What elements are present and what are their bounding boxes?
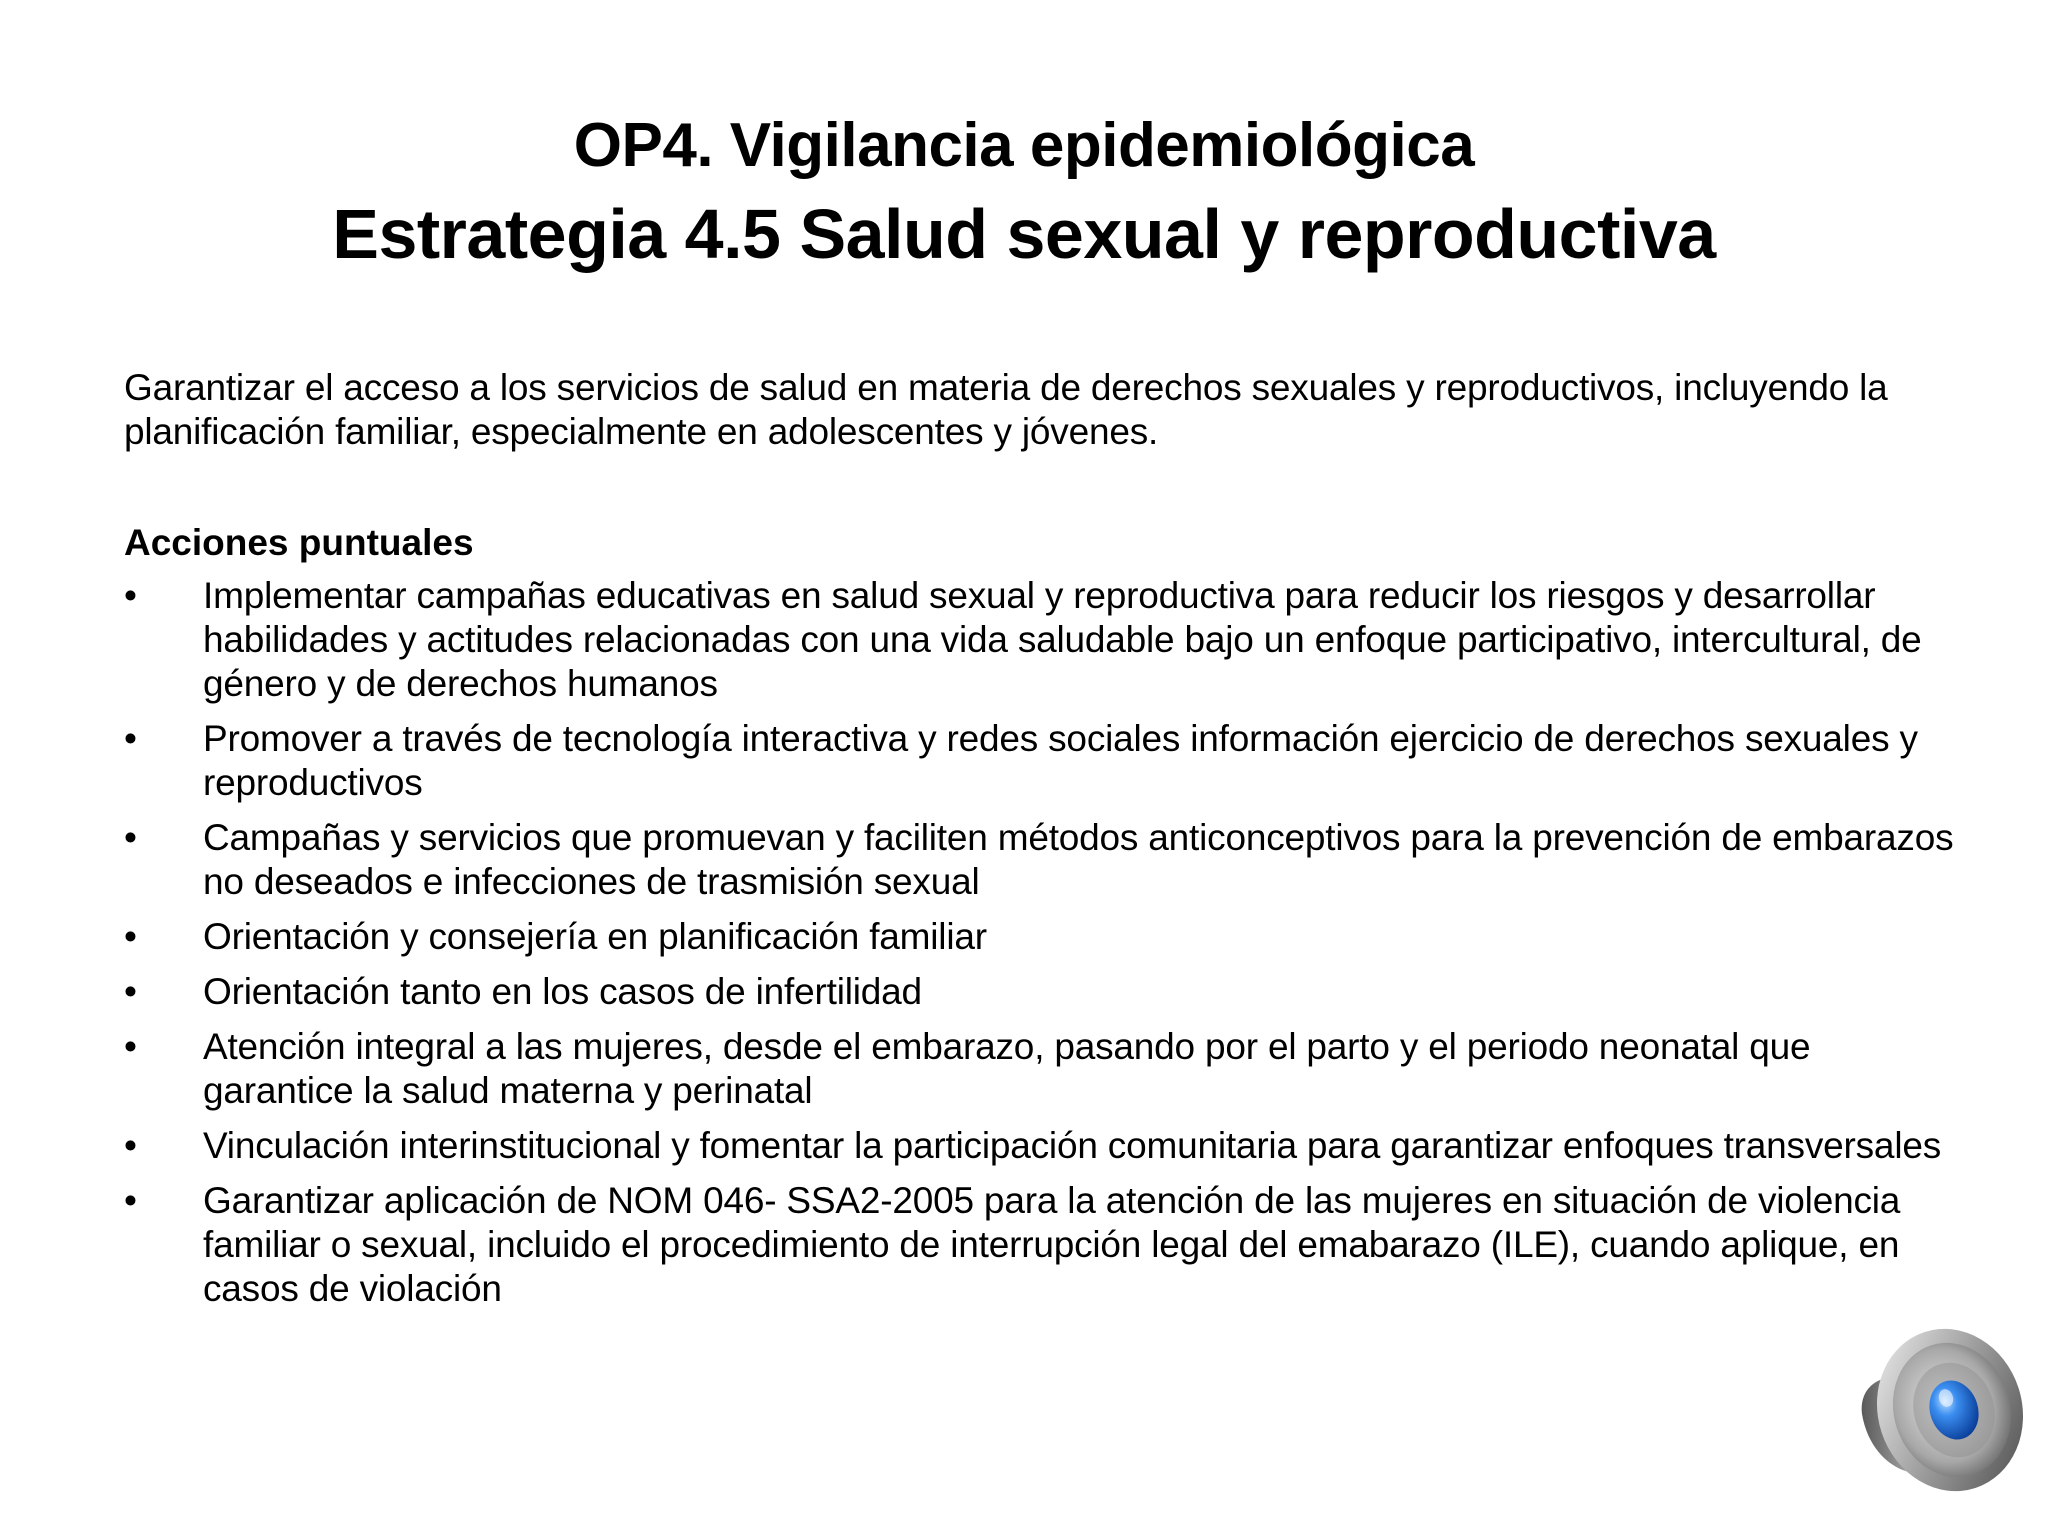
list-item-text: Campañas y servicios que promuevan y faciliten métodos anticonceptivos para la prevención de embarazos no deseados e infecciones de trasmisión sexual — [203, 817, 1954, 902]
actions-list — [124, 574, 1954, 1322]
list-item — [124, 717, 1954, 805]
list-item — [124, 1179, 1954, 1311]
list-item — [124, 915, 1954, 959]
list-item — [124, 970, 1954, 1014]
list-item — [124, 1124, 1954, 1168]
title-line-1: OP4. Vigilancia epidemiológica — [573, 111, 1475, 180]
title-line-2: Estrategia 4.5 Salud sexual y reproductiva — [332, 195, 1716, 273]
bullet-icon: • — [124, 916, 137, 957]
bullet-icon: • — [124, 817, 137, 858]
list-item — [124, 1025, 1954, 1113]
bullet-icon: • — [124, 718, 137, 759]
speaker-icon[interactable] — [1840, 1322, 2030, 1500]
slide-title — [0, 104, 2048, 280]
bullet-icon: • — [124, 1180, 137, 1221]
list-item-text: Implementar campañas educativas en salud sexual y reproductiva para reducir los riesgos y desarrollar habilidades y actitudes relacionadas con una vida saludable bajo un enfoque participativo, intercultural, de género y de derechos humanos — [203, 575, 1922, 704]
bullet-icon: • — [124, 1026, 137, 1067]
actions-heading: Acciones puntuales — [124, 522, 474, 563]
list-item — [124, 816, 1954, 904]
list-item-text: Vinculación interinstitucional y fomentar la participación comunitaria para garantizar enfoques transversales — [203, 1125, 1942, 1166]
list-item-text: Garantizar aplicación de NOM 046- SSA2-2005 para la atención de las mujeres en situación de violencia familiar o sexual, incluido el procedimiento de interrupción legal del emabarazo (ILE), cuando aplique, en casos de violación — [203, 1180, 1901, 1309]
list-item-text: Atención integral a las mujeres, desde el embarazo, pasando por el parto y el periodo neonatal que garantice la salud materna y perinatal — [203, 1026, 1811, 1111]
list-item — [124, 574, 1954, 706]
list-item-text: Orientación tanto en los casos de infertilidad — [203, 971, 922, 1012]
bullet-icon: • — [124, 575, 137, 616]
list-item-text: Orientación y consejería en planificación familiar — [203, 916, 987, 957]
list-item-text: Promover a través de tecnología interactiva y redes sociales información ejercicio de derechos sexuales y reproductivos — [203, 718, 1918, 803]
bullet-icon: • — [124, 971, 137, 1012]
intro-paragraph: Garantizar el acceso a los servicios de salud en materia de derechos sexuales y reproductivos, incluyendo la planificación familiar, especialmente en adolescentes y jóvenes. — [124, 367, 1888, 452]
bullet-icon: • — [124, 1125, 137, 1166]
